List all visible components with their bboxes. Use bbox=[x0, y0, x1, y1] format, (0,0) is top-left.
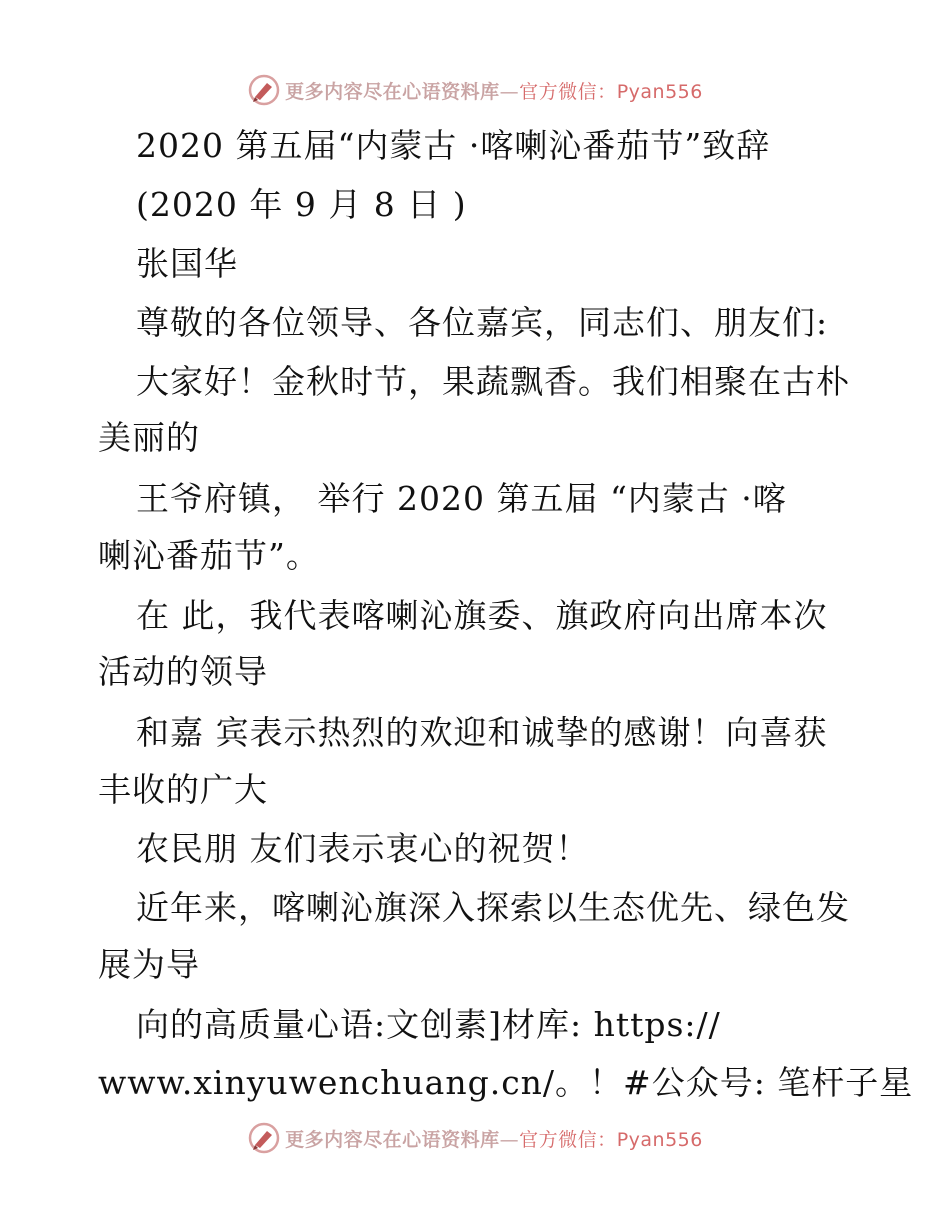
banner-wechat-label: 官方微信： bbox=[519, 1128, 617, 1151]
banner-wechat-id: Pyan556 bbox=[616, 80, 703, 103]
banner-separator: — bbox=[499, 80, 520, 103]
document-author: 张国华 bbox=[136, 244, 238, 283]
paragraph-line: 和嘉 宾表示热烈的欢迎和诚挚的感谢！向喜获 bbox=[136, 713, 828, 752]
paragraph-line: 丰收的广大 bbox=[98, 770, 268, 809]
pen-logo-icon bbox=[247, 1121, 281, 1155]
paragraph-line: 向的高质量心语:文创素]材库: https:// bbox=[136, 1005, 721, 1044]
footer-watermark-banner bbox=[0, 1118, 950, 1158]
paragraph-line: 活动的领导 bbox=[98, 652, 268, 691]
header-watermark-banner bbox=[0, 70, 950, 110]
paragraph-line: 近年来，喀喇沁旗深入探索以生态优先、绿色发 bbox=[136, 888, 850, 927]
banner-separator: — bbox=[499, 1128, 520, 1151]
salutation-line: 尊敬的各位领导、各位嘉宾，同志们、朋友们: bbox=[136, 303, 829, 342]
paragraph-line: 展为导 bbox=[98, 945, 200, 984]
paragraph-line: 农民朋 友们表示衷心的祝贺！ bbox=[136, 829, 590, 868]
paragraph-line: 喇沁番茄节”。 bbox=[98, 536, 320, 575]
paragraph-line: 美丽的 bbox=[98, 418, 200, 457]
banner-wechat-label: 官方微信： bbox=[519, 80, 617, 103]
banner-brand-text: 更多内容尽在心语资料库 bbox=[285, 80, 500, 103]
paragraph-line: 王爷府镇， 举行 2020 第五届 “内蒙古 ·喀 bbox=[136, 479, 787, 518]
pen-logo-icon bbox=[247, 73, 281, 107]
document-date: (2020 年 9 月 8 日 ) bbox=[136, 185, 467, 224]
paragraph-line: 大家好！金秋时节，果蔬飘香。我们相聚在古朴 bbox=[136, 362, 850, 401]
banner-wechat-id: Pyan556 bbox=[616, 1128, 703, 1151]
paragraph-line: www.xinyuwenchuang.cn/。！#公众号: 笔杆子星 bbox=[98, 1063, 914, 1102]
document-title: 2020 第五届“内蒙古 ·喀喇沁番茄节”致辞 bbox=[136, 126, 771, 165]
banner-brand-text: 更多内容尽在心语资料库 bbox=[285, 1128, 500, 1151]
paragraph-line: 在 此，我代表喀喇沁旗委、旗政府向出席本次 bbox=[136, 596, 828, 635]
